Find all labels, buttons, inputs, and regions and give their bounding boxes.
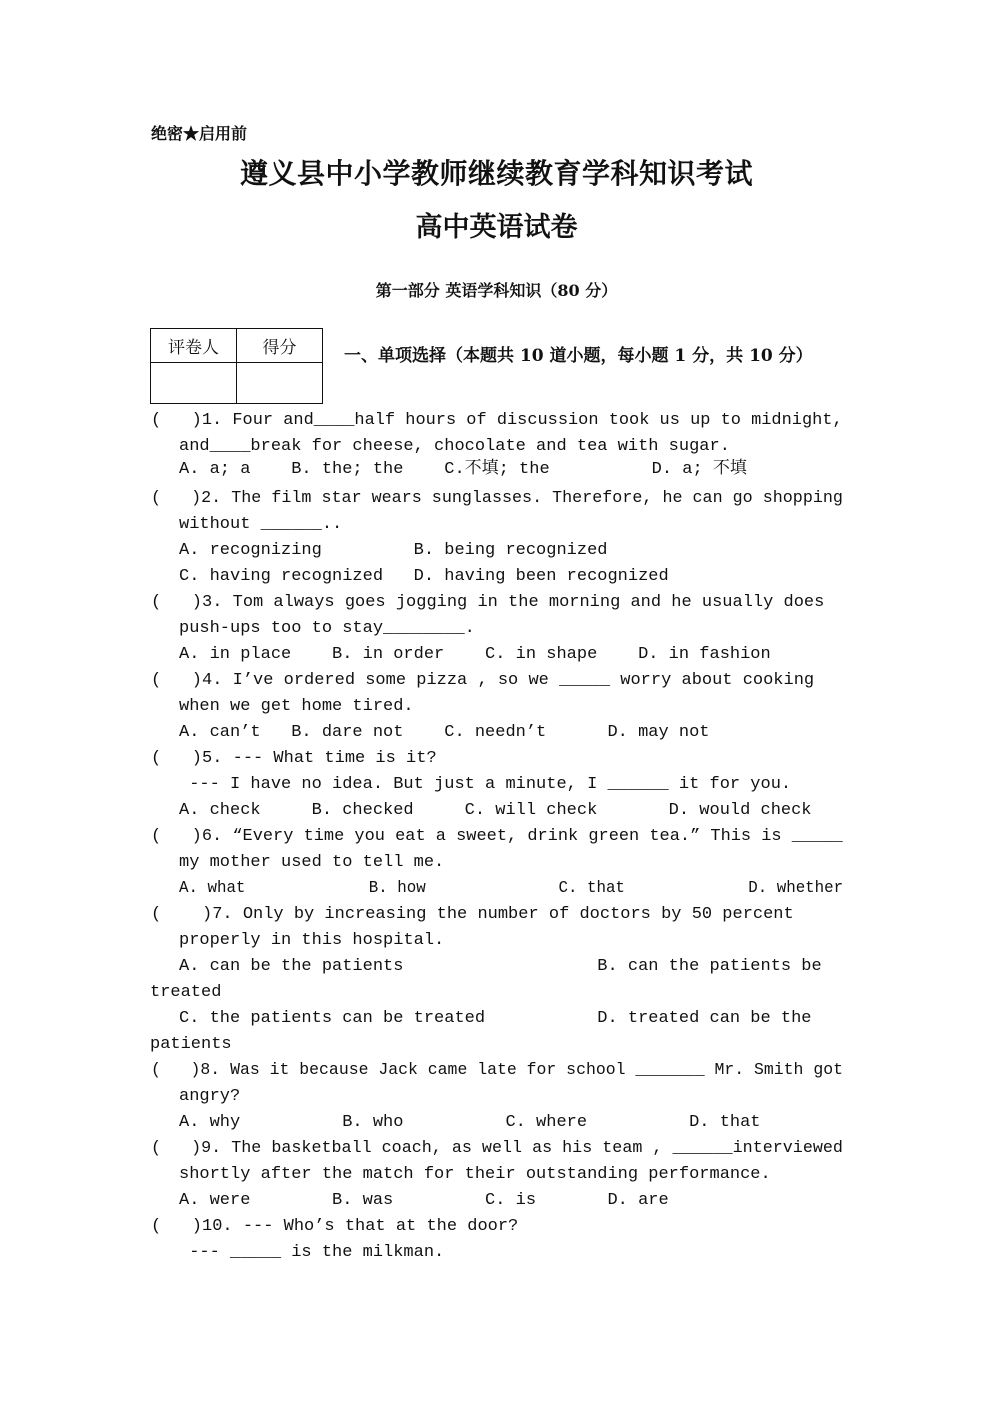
question-line: angry? bbox=[179, 1087, 241, 1106]
options-line: patients bbox=[150, 1035, 232, 1054]
options-line: A. can be the patients B. can the patients be bbox=[179, 957, 822, 976]
grader-header: 评卷人 bbox=[151, 329, 237, 363]
question-line: --- _____ is the milkman. bbox=[179, 1243, 445, 1262]
exam-subtitle: 高中英语试卷 bbox=[415, 212, 578, 243]
question-line: my mother used to tell me. bbox=[179, 853, 445, 872]
question-line: and____break for cheese, chocolate and tea with sugar. bbox=[179, 437, 730, 456]
question-line: shortly after the match for their outstanding performance. bbox=[179, 1165, 771, 1184]
options-line: A. were B. was C. is D. are bbox=[179, 1191, 669, 1210]
question-line: ( )1. Four and____half hours of discussion took us up to midnight, bbox=[151, 411, 843, 430]
question-line: properly in this hospital. bbox=[179, 931, 445, 950]
question-line: ( )3. Tom always goes jogging in the morning and he usually does bbox=[151, 593, 825, 612]
options-line: A. recognizing B. being recognized bbox=[179, 541, 608, 560]
options-line: A. check B. checked C. will check D. would check bbox=[179, 801, 812, 820]
question-line: ( )9. The basketball coach, as well as his team , ______interviewed bbox=[151, 1139, 843, 1158]
question-line: ( )6. “Every time you eat a sweet, drink green tea.” This is _____ bbox=[151, 827, 843, 846]
section-title: 一、单项选择（本题共 10 道小题，每小题 1 分，共 10 分） bbox=[344, 346, 813, 366]
options-line: C. the patients can be treated D. treated can be the bbox=[179, 1009, 812, 1028]
options-line: C. having recognized D. having been recognized bbox=[179, 567, 669, 586]
question-line: --- I have no idea. But just a minute, I ______ it for you. bbox=[179, 775, 792, 794]
question-line: ( )10. --- Who’s that at the door? bbox=[151, 1217, 519, 1236]
options-line: treated bbox=[150, 983, 222, 1002]
exam-title: 遵义县中小学教师继续教育学科知识考试 bbox=[239, 157, 753, 190]
score-cell[interactable] bbox=[237, 363, 323, 404]
part-title: 第一部分 英语学科知识（80 分） bbox=[375, 281, 618, 300]
question-line: ( )5. --- What time is it? bbox=[151, 749, 437, 768]
grader-cell[interactable] bbox=[151, 363, 237, 404]
options-line: A. a; a B. the; the C.不填; the D. a; 不填 bbox=[179, 460, 747, 479]
question-line: when we get home tired. bbox=[179, 697, 414, 716]
options-line: A. what B. how C. that D. whether bbox=[179, 879, 844, 898]
options-line: A. can’t B. dare not C. needn’t D. may not bbox=[179, 723, 710, 742]
score-table bbox=[150, 328, 323, 404]
question-line: push-ups too to stay________. bbox=[179, 619, 475, 638]
score-header: 得分 bbox=[237, 329, 323, 363]
options-line: A. in place B. in order C. in shape D. in fashion bbox=[179, 645, 771, 664]
question-line: ( )7. Only by increasing the number of doctors by 50 percent bbox=[151, 905, 794, 924]
question-line: ( )2. The film star wears sunglasses. Therefore, he can go shopping bbox=[151, 489, 843, 508]
question-line: ( )4. I’ve ordered some pizza , so we _____ worry about cooking bbox=[151, 671, 815, 690]
question-line: without ______.. bbox=[179, 515, 343, 534]
options-line: A. why B. who C. where D. that bbox=[179, 1113, 761, 1132]
confidential-label: 绝密★启用前 bbox=[151, 124, 248, 143]
question-line: ( )8. Was it because Jack came late for school _______ Mr. Smith got bbox=[151, 1061, 843, 1080]
